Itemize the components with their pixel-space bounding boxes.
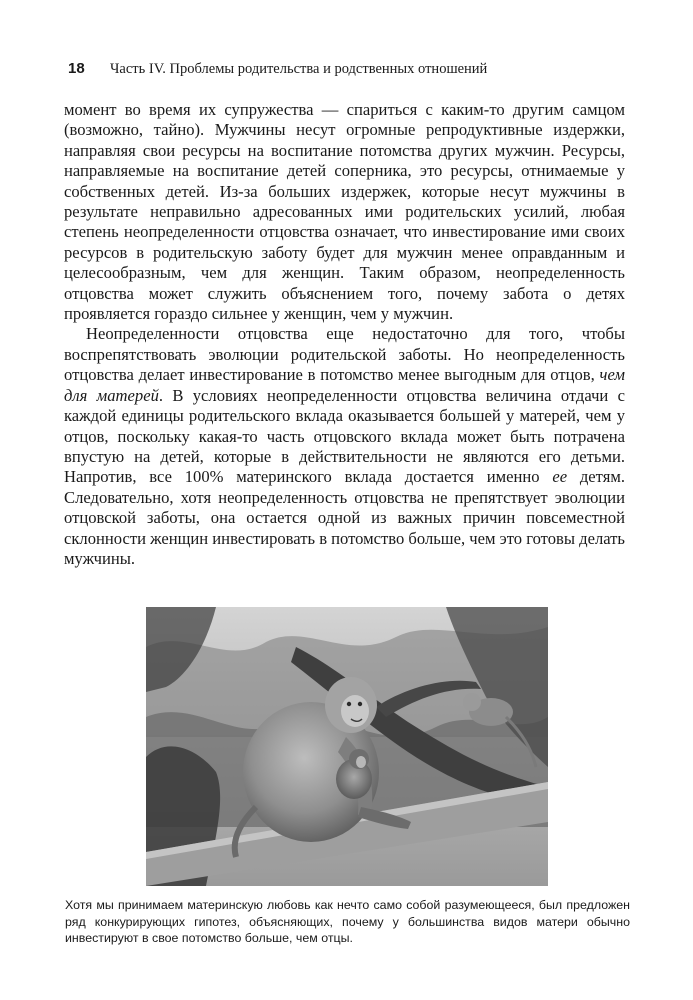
paragraph-2-part-3: детям. Следовательно, хотя неопределенность отцовства не препятствует эволюции отцовской заботы, она остается одной из важных причин повсеместной склонности женщин инвестировать в потомство больше, чем это готовы делать мужчины. <box>64 467 625 568</box>
emphasis-her: ее <box>552 467 568 487</box>
body-text <box>64 100 625 569</box>
paragraph-2 <box>64 324 625 569</box>
paragraph-2-part-1: Неопределенности отцовства еще недостаточно для того, чтобы воспрепятствовать эволюции родительской заботы. Но неопределенность отцовства делает инвестирование в потомство менее выгодным для отцов, <box>64 324 625 385</box>
monkey-photo <box>146 607 548 886</box>
running-head-title: Часть IV. Проблемы родительства и родственных отношений <box>110 61 488 77</box>
paragraph-1: момент во время их супружества — спариться с каким-то другим самцом (возможно, тайно). Мужчины несут огромные репродуктивные издержки, направляя свои ресурсы на воспитание потомства других мужчин. Ресурсы, направляемые на воспитание детей соперника, это ресурсы, отнимаемые у собственных детей. Из-за больших издержек, которые несут мужчины в результате неправильно адресованных ими родительских усилий, любая степень неопределенности отцовства означает, что инвестирование ими своих ресурсов в родительскую заботу будет для мужчин менее оправданным и целесообразным, чем для женщин. Таким образом, неопределенность отцовства может служить объяснением того, почему забота о детях проявляется гораздо сильнее у женщин, чем у мужчин. <box>64 100 625 324</box>
page-number: 18 <box>68 60 85 77</box>
monkey-photo-illustration <box>146 607 548 886</box>
paragraph-2-part-2: . В условиях неопределенности отцовства величина отдачи с каждой единицы родительского вклада оказывается большей у матерей, чем у отцов, поскольку какая-то часть отцовского вклада может быть потрачена впустую на детей, которые в действительности не являются его детьми. Напротив, все 100% материнского вклада достается именно <box>64 385 625 487</box>
figure-caption: Хотя мы принимаем материнскую любовь как нечто само собой разумеющееся, был предложен ряд конкурирующих гипотез, объясняющих, почему у большинства видов матери обычно инвестируют в свое потомство больше, чем отцы. <box>65 898 630 946</box>
running-header <box>68 58 628 80</box>
emphasis-for-mothers: чем для матерей <box>64 365 625 405</box>
